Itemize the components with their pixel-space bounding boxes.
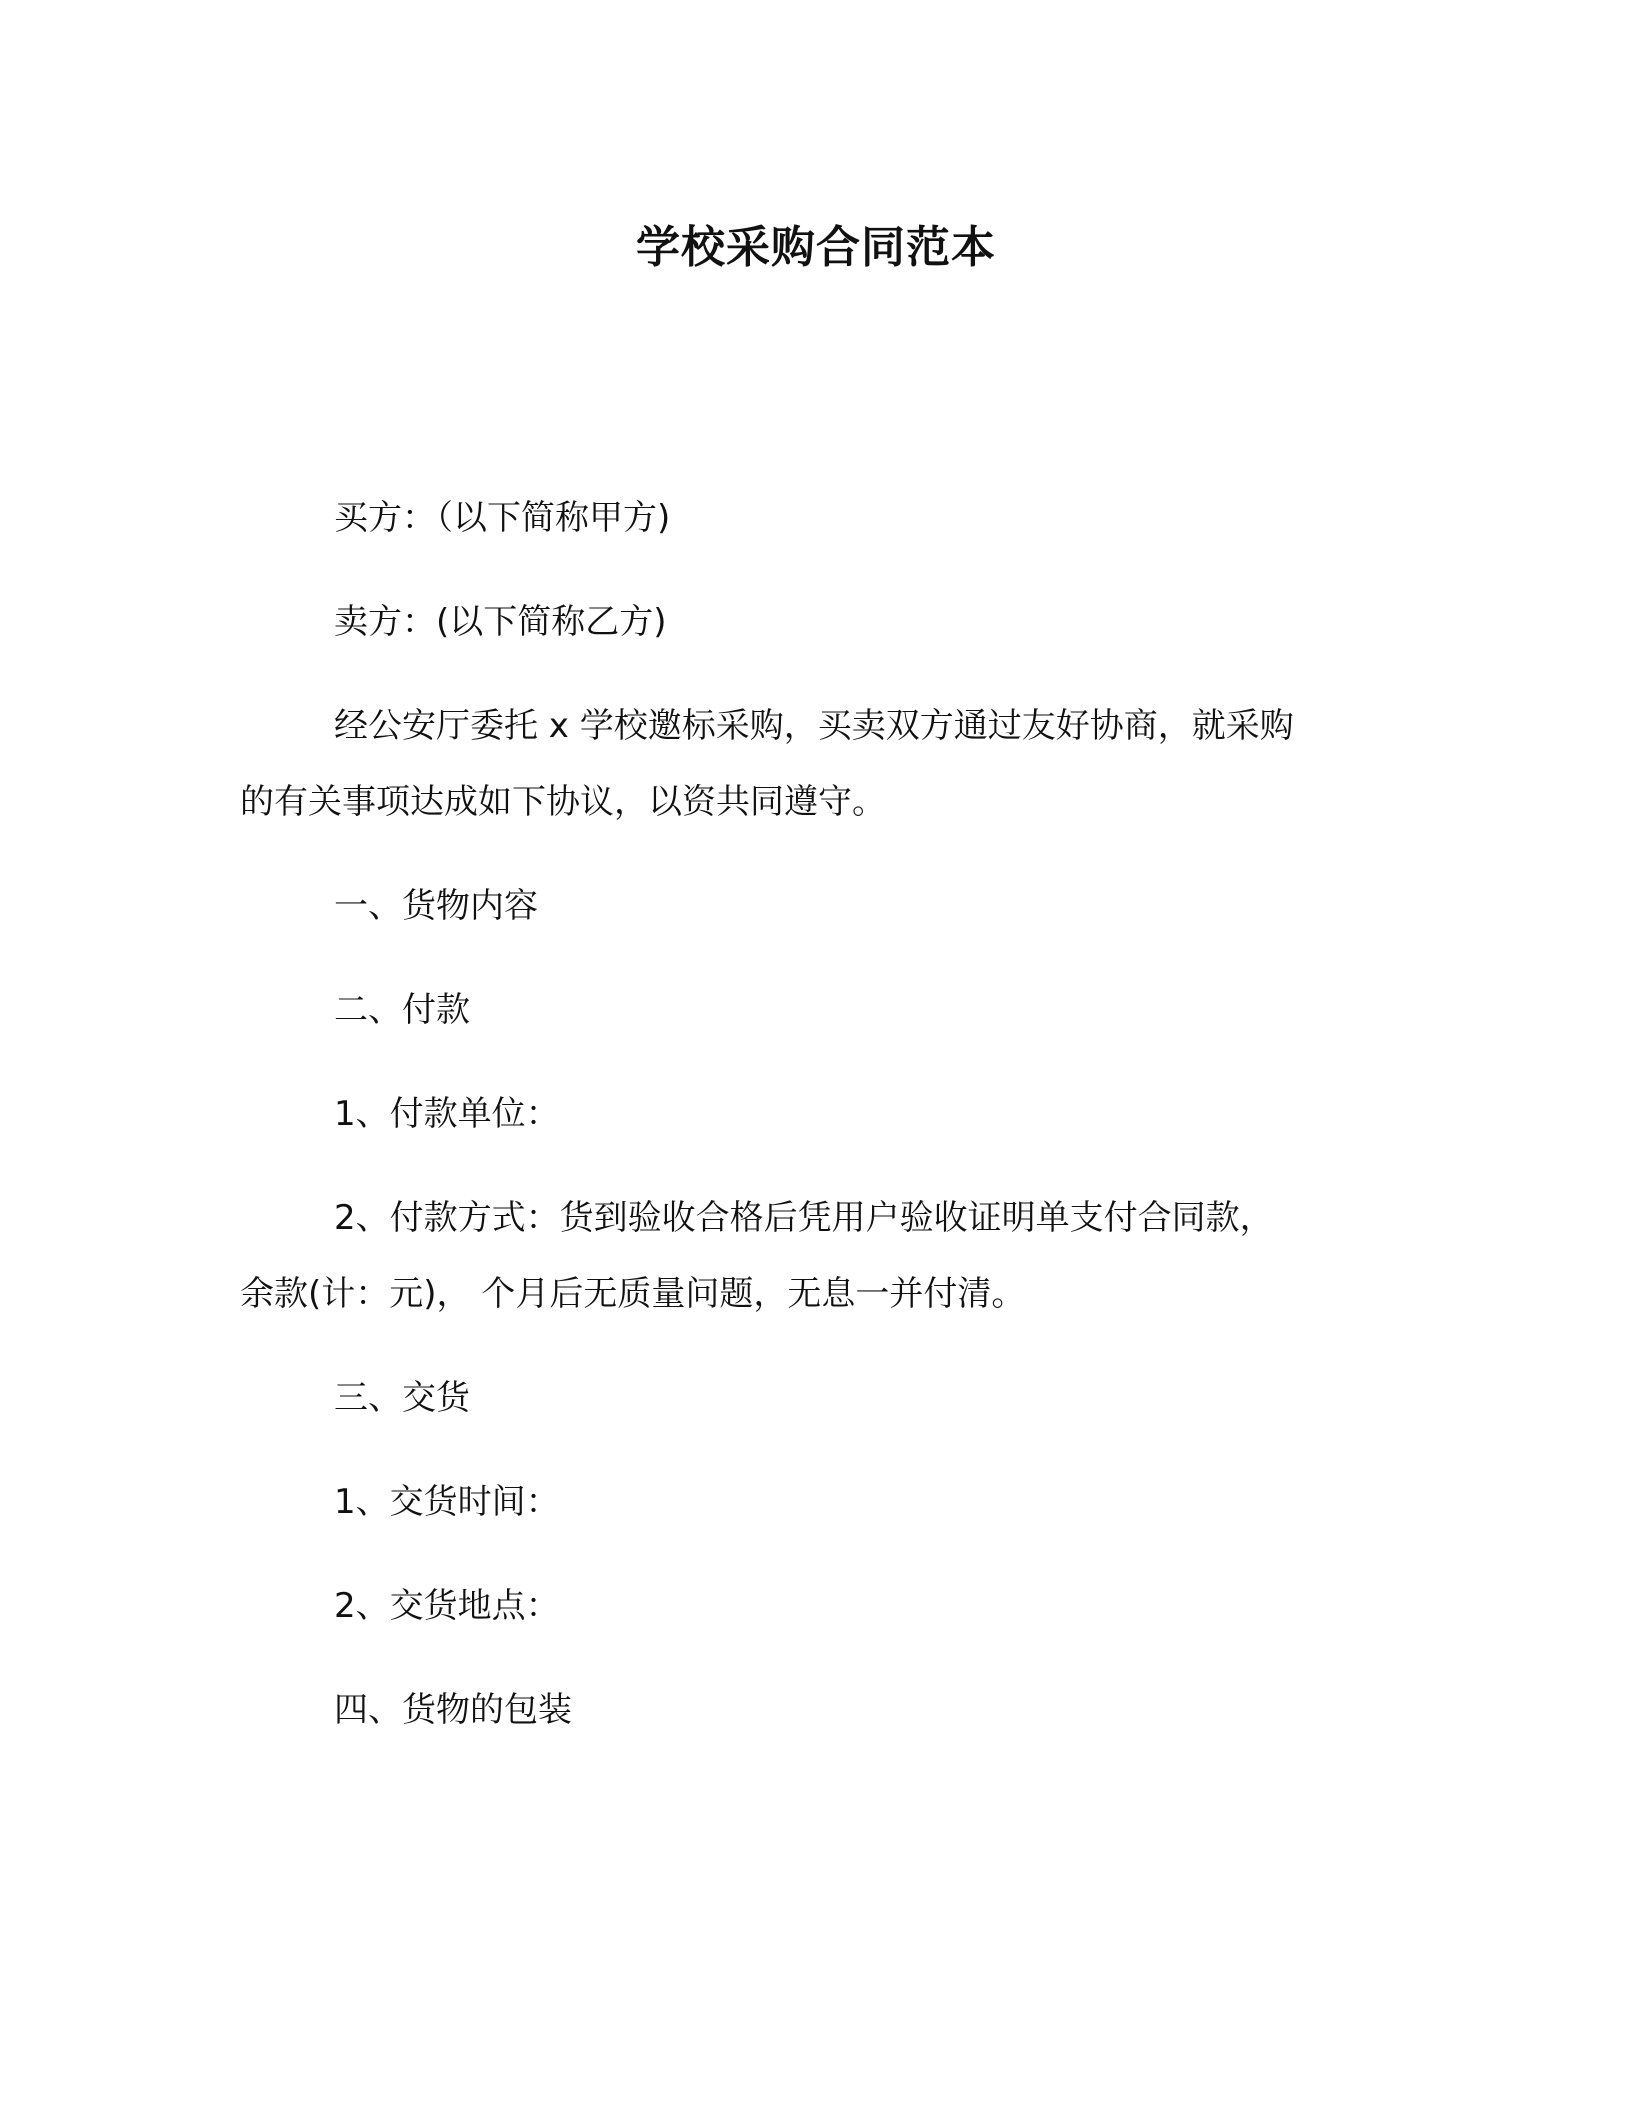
seller-line: 卖方：(以下简称乙方): [334, 602, 667, 642]
payment-unit-item: 1、付款单位：: [334, 1094, 560, 1134]
section-heading-delivery: 三、交货: [334, 1378, 470, 1418]
payment-method-line-2: 余款(计：元)， 个月后无质量问题，无息一并付清。: [240, 1274, 1026, 1314]
intro-paragraph-line-2: 的有关事项达成如下协议，以资共同遵守。: [240, 782, 886, 822]
section-heading-payment: 二、付款: [334, 990, 470, 1030]
section-heading-packaging: 四、货物的包装: [334, 1690, 572, 1730]
document-title: 学校采购合同范本: [636, 222, 996, 273]
intro-paragraph-line-1: 经公安厅委托 x 学校邀标采购，买卖双方通过友好协商，就采购: [334, 706, 1294, 746]
delivery-time-item: 1、交货时间：: [334, 1482, 560, 1522]
delivery-place-item: 2、交货地点：: [334, 1586, 560, 1626]
payment-method-line-1: 2、付款方式：货到验收合格后凭用户验收证明单支付合同款，: [334, 1198, 1274, 1238]
buyer-line: 买方：（以下简称甲方): [334, 498, 671, 538]
section-heading-goods: 一、货物内容: [334, 886, 538, 926]
